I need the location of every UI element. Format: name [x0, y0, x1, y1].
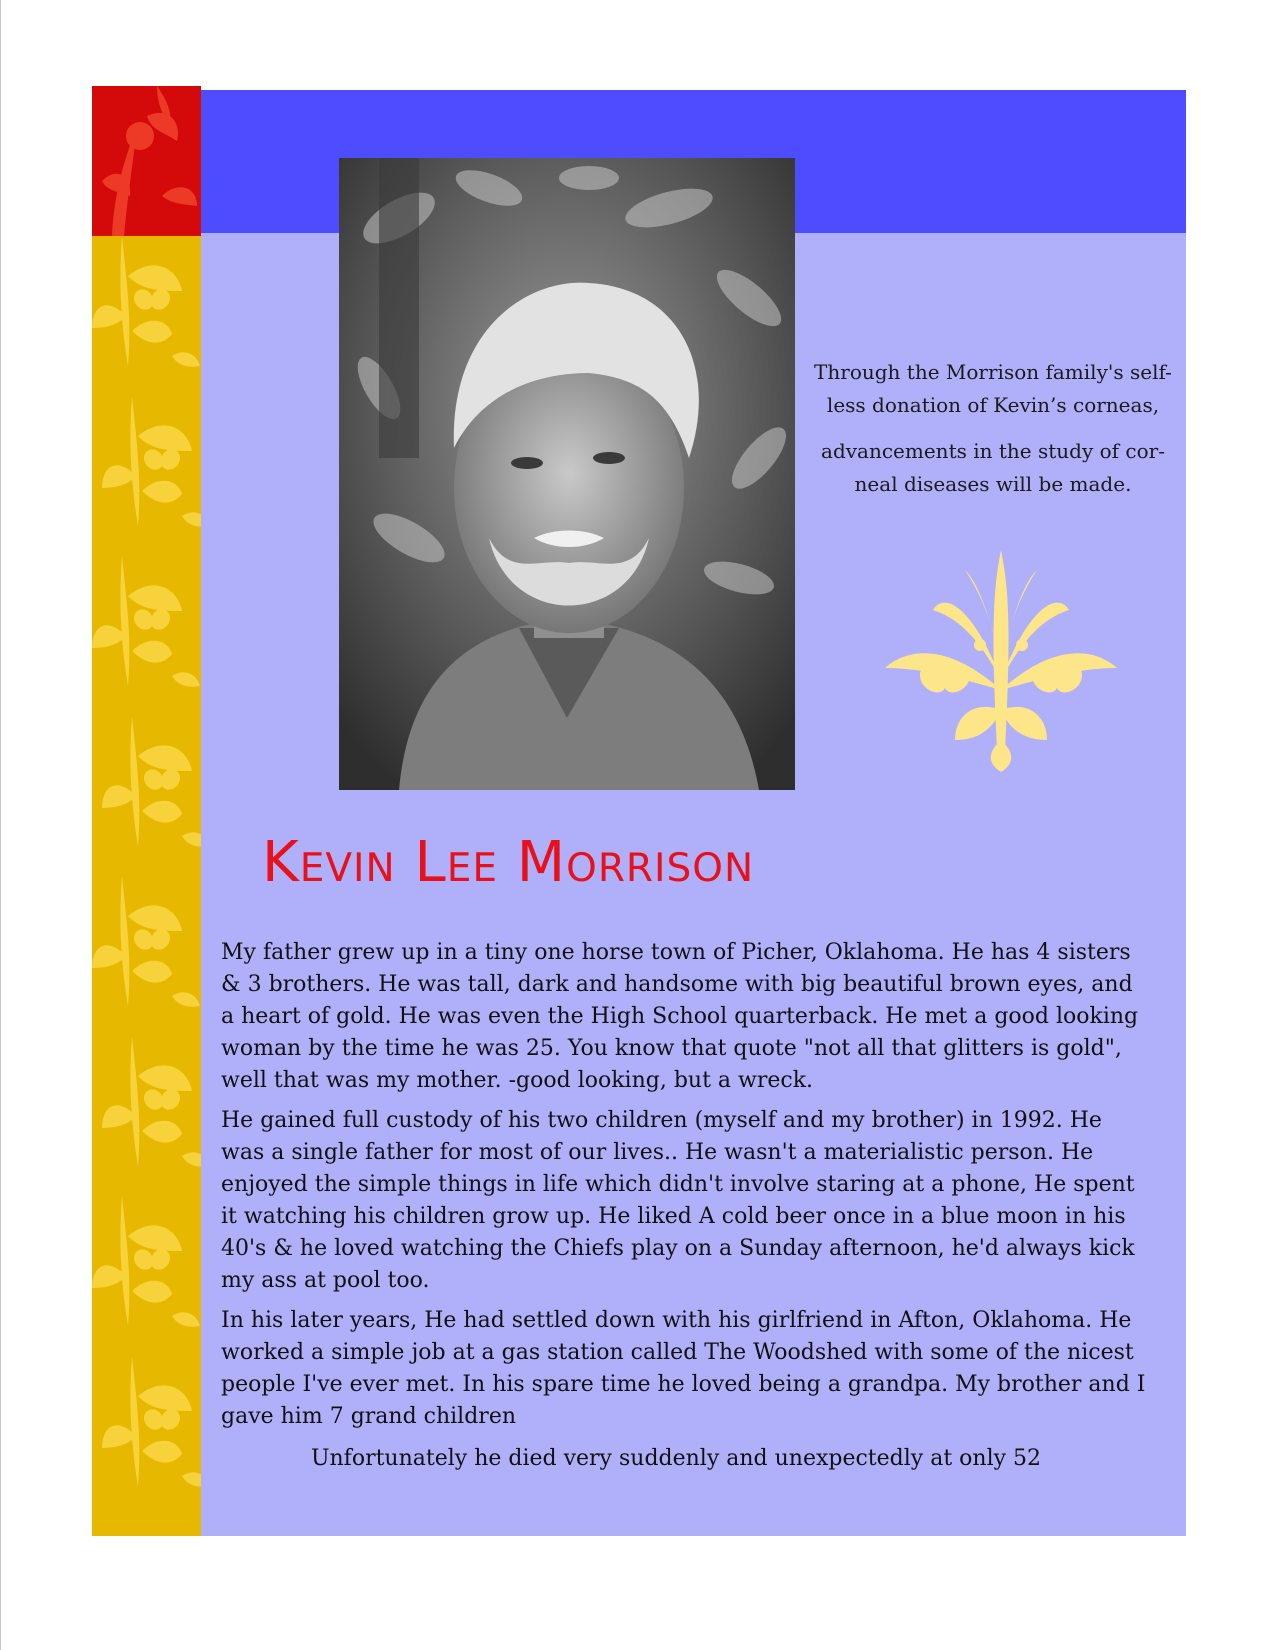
- sidebar-main-block: [92, 236, 201, 1536]
- portrait-photo-icon: [339, 158, 795, 790]
- portrait-photo: [339, 158, 795, 790]
- donation-note-line: neal diseases will be made.: [854, 472, 1132, 496]
- biography-paragraph: He gained full custody of his two children (myself and my brother) in 1992. He was a single father for most of our lives.. He wasn't a materialistic person. He enjoyed the simple things in life which didn't involve staring at a phone, He spent it watching his children grow up. He liked A cold beer once in a blue moon in his 40's & he loved watching the Chiefs play on a Sunday afternoon, he'd always kick my ass at pool too.: [221, 1108, 1135, 1293]
- page-edge-line: [0, 0, 1, 1650]
- biography-paragraph: In his later years, He had settled down with his girlfriend in Afton, Oklahoma. He worked a simple job at a gas station called The Woodshed with some of the nicest people I've ever met. In his spare time he loved being a grandpa. My brother and I gave him 7 grand children: [221, 1308, 1146, 1429]
- biography-text: [221, 937, 1151, 1483]
- closing-line: Unfortunately he died very suddenly and unexpectedly at only 52: [310, 1446, 1042, 1471]
- biography-paragraph: My father grew up in a tiny one horse town of Picher, Oklahoma. He has 4 sisters & 3 brothers. He was tall, dark and handsome with big beautiful brown eyes, and a heart of gold. He was even the High School quarterback. He met a good looking woman by the time he was 25. You know that quote "not all that glitters is gold", well that was my mother. -good looking, but a wreck.: [221, 940, 1139, 1093]
- donation-note-line: less donation of Kevin’s corneas,: [826, 393, 1160, 417]
- floral-pattern-icon: [92, 236, 201, 1536]
- donation-note-line: Through the Morrison family's self-: [814, 360, 1172, 384]
- sidebar-top-block: [92, 86, 201, 236]
- donation-note-line: advancements in the study of cor-: [821, 439, 1165, 463]
- floral-pattern-icon: [92, 86, 201, 236]
- memorial-name-title: Kevin Lee Morrison: [262, 830, 755, 895]
- floral-ornament-icon: [885, 550, 1117, 772]
- donation-note: [808, 356, 1178, 501]
